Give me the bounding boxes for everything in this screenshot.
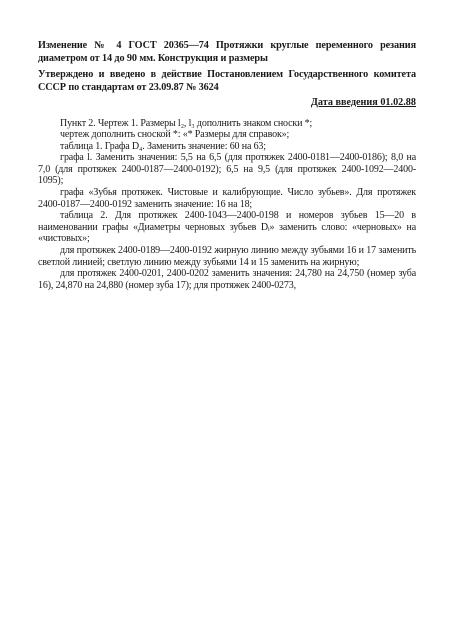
- paragraph-6: таблица 2. Для протяжек 2400-1043—2400-0198 и номеров зубьев 15—20 в наименовании графы «Диаметры черновых зубьев Dᵢ» заменить слово: «черновых» на «чистовых»;: [38, 210, 416, 245]
- amendment-body: [38, 118, 416, 292]
- paragraph-1: Пункт 2. Чертеж 1. Размеры l₂, l₃ дополнить знаком сноски *;: [60, 117, 313, 129]
- approval-statement: Утверждено и введено в действие Постановлением Государственного комитета СССР по стандартам от 23.09.87 № 3624: [38, 69, 416, 93]
- paragraph-8: для протяжек 2400-0201, 2400-0202 заменить значения: 24,780 на 24,750 (номер зуба 16), 24,870 на 24,880 (номер зуба 17); для протяжек 2400-0273,: [38, 268, 416, 291]
- paragraph-7: для протяжек 2400-0189—2400-0192 жирную линию между зубьями 16 и 17 заменить светлой линией; светлую линию между зубьями 14 и 15 заменить на жирную;: [38, 245, 416, 268]
- amendment-heading: Изменение № 4 ГОСТ 20365—74 Протяжки круглые переменного резания диаметром от 14 до 90 мм. Конструкция и размеры: [38, 40, 416, 64]
- paragraph-5: графа «Зубья протяжек. Чистовые и калибрующие. Число зубьев». Для протяжек 2400-0187—2400-0192 заменить значение: 16 на 18;: [38, 187, 416, 210]
- paragraph-4: графа l. Заменить значения: 5,5 на 6,5 (для протяжек 2400-0181—2400-0186); 8,0 на 7,0 (для протяжек 2400-0187—2400-0192); 6,5 на 9,5 (для протяжек 2400-1092—2400-1095);: [38, 152, 416, 187]
- paragraph-3: таблица 1. Графа D₄. Заменить значение: 60 на 63;: [60, 140, 266, 152]
- document-page: [38, 40, 416, 291]
- paragraph-2: чертеж дополнить сноской *: «* Размеры для справок»;: [60, 129, 290, 141]
- effective-date: Дата введения 01.02.88: [310, 97, 416, 108]
